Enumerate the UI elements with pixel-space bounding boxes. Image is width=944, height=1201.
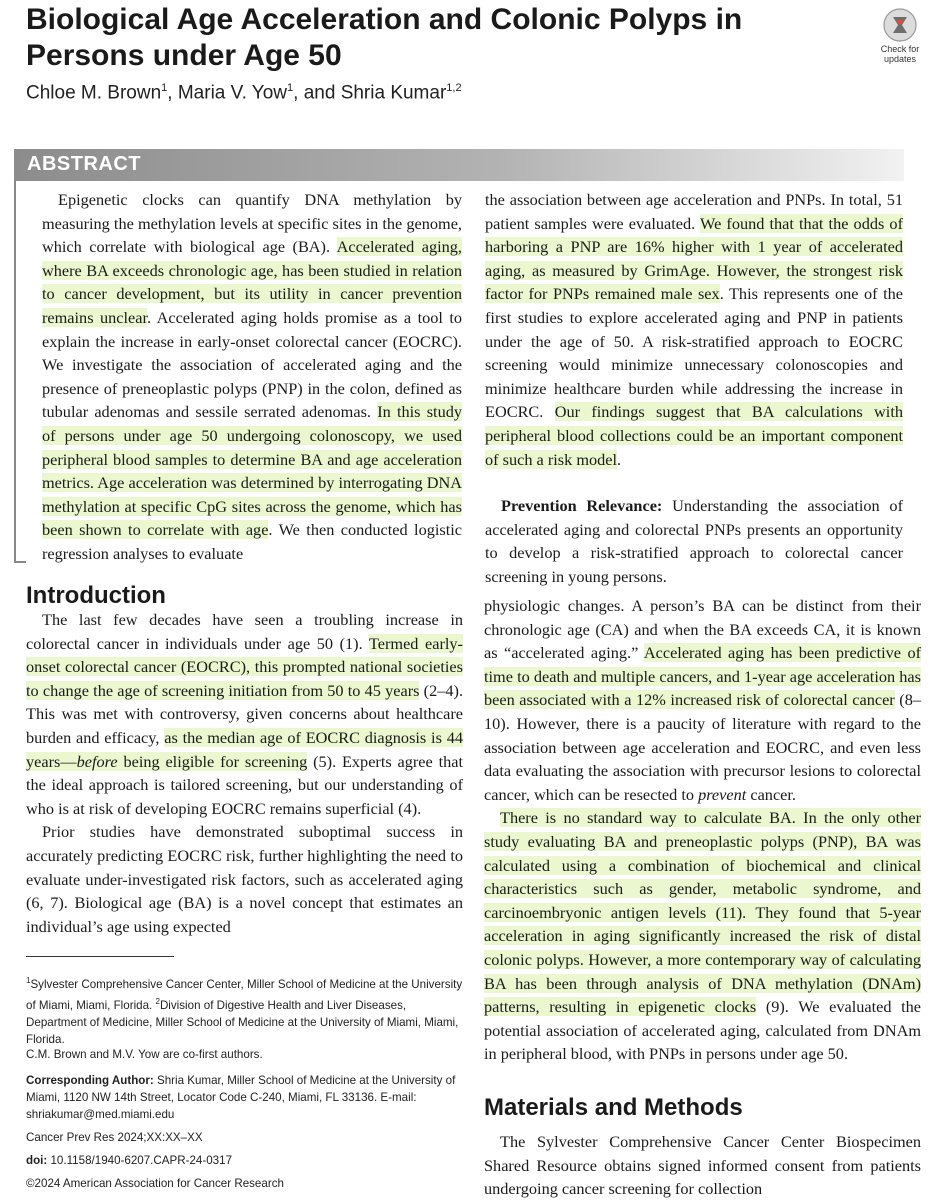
highlighted-text: In this study of persons under age 50 undergoing colonoscopy, we used peripheral blood samples to determine BA and age acceleration metrics. Age acceleration was determined by interrogating DNA methylation at specific CpG sites across the genome, which has been shown to correlate with age [42, 402, 462, 540]
doi-label: doi: [26, 1154, 48, 1167]
prevention-relevance-label: Prevention Relevance: [501, 496, 663, 516]
highlighted-text: Accelerated aging has been predictive of time to death and multiple cancers, and 1-year age acceleration has been associated with a 12% increased risk of colorectal cancer [484, 643, 922, 710]
abstract-text-span: . [617, 449, 622, 469]
author-separator: , and [293, 82, 341, 104]
body-text-span: physiologic changes. A person’s BA can be distinct from their chronologic age (CA) and when the BA exceeds CA, it is known as “accelerated aging.” [484, 596, 921, 663]
highlighted-italic-text: before [76, 751, 118, 771]
italic-text: prevent [698, 784, 747, 804]
materials-methods-heading: Materials and Methods [484, 1094, 743, 1121]
author-affiliation-sup: 1,2 [446, 82, 462, 94]
affiliation-sup: 1 [26, 976, 31, 985]
highlighted-text: Our findings suggest that BA calculations with peripheral blood collections could be an important component of such a risk model [485, 402, 903, 469]
author-affiliation-sup: 1 [287, 82, 294, 94]
article-title: Biological Age Acceleration and Colonic Polyps in Persons under Age 50 [26, 3, 743, 72]
introduction-right-column [484, 594, 921, 1066]
check-for-updates-badge[interactable] [872, 8, 928, 70]
abstract-heading: ABSTRACT [27, 153, 141, 175]
corresponding-author-label: Corresponding Author: [26, 1074, 154, 1087]
prevention-relevance [485, 494, 903, 588]
intro-paragraph-3 [484, 594, 921, 806]
methods-column [484, 1130, 921, 1201]
author-name[interactable]: Chloe M. Brown [26, 82, 162, 104]
highlighted-text: We found that that the odds of harboring a PNP are 16% higher with 1 year of accelerated aging, as measured by GrimAge. However, the strongest risk factor for PNPs remained male sex [485, 213, 903, 304]
author-affiliation-sup: 1 [161, 82, 168, 94]
highlighted-text: Termed early-onset colorectal cancer (EOCRC), this prompted national societies to change the age of screening initiation from 50 to 45 years [26, 633, 463, 700]
affiliation-sup: 2 [155, 996, 160, 1006]
abstract-bracket-divider [14, 181, 26, 563]
doi-link[interactable]: 10.1158/1940-6207.CAPR-24-0317 [47, 1154, 233, 1167]
footnote-divider [26, 956, 174, 957]
author-separator: , [167, 82, 178, 104]
introduction-heading: Introduction [26, 582, 166, 609]
affiliation-text: Sylvester Comprehensive Cancer Center, Miller School of Medicine at the University of Miami, Miami, Florida. [26, 977, 463, 1012]
body-text-span: (5). Experts agree that the ideal approach is tailored screening, but our understanding of who is at risk of developing EOCRC remains superficial (4). [26, 751, 463, 818]
journal-citation: Cancer Prev Res 2024;XX:XX–XX [26, 1131, 203, 1144]
intro-paragraph-1 [26, 608, 463, 820]
copyright-line: ©2024 American Association for Cancer Research [26, 1177, 284, 1190]
author-list [26, 82, 462, 104]
author-name[interactable]: Shria Kumar [340, 82, 447, 104]
co-first-authors-note: C.M. Brown and M.V. Yow are co-first authors. [26, 1048, 263, 1061]
body-text-span: The last few decades have seen a troubling increase in colorectal cancer in individuals under age 50 (1). [26, 610, 463, 653]
methods-paragraph-1: The Sylvester Comprehensive Cancer Center Biospecimen Shared Resource obtains signed informed consent from patients undergoing cancer screening for collection [484, 1132, 921, 1199]
author-name[interactable]: Maria V. Yow [177, 82, 288, 104]
doi-line [26, 1152, 463, 1169]
corresponding-author-text: Shria Kumar, Miller School of Medicine at the University of Miami, 1120 NW 14th Street, Locator Code C-240, Miami, FL 33136. E-mail: shriakumar@med.miami.edu [26, 1074, 456, 1121]
body-text-span: cancer. [746, 784, 796, 804]
check-for-updates-icon [872, 8, 928, 44]
abstract-text-span: . This represents one of the first studies to explore accelerated aging and PNP in patients under the age of 50. A risk-stratified approach to EOCRC screening would minimize unnecessary colonoscopies and minimize healthcare burden while addressing the increase in EOCRC. [485, 284, 903, 422]
introduction-left-column [26, 608, 463, 938]
affiliation-text: Division of Digestive Health and Liver Diseases, Department of Medicine, Miller School of Medicine at the University of Miami, Miami, Florida. [26, 998, 459, 1046]
body-text-span: (8–10). However, there is a paucity of literature with regard to the association between age acceleration and EOCRC, and even less data evaluating the association with precursor lesions to colorectal cancer, which can be resected to [484, 690, 921, 804]
highlighted-text: Accelerated aging, where BA exceeds chronologic age, has been studied in relation to cancer development, but its utility in cancer prevention remains unclear [42, 237, 462, 327]
abstract-text-span: Epigenetic clocks can quantify DNA methylation by measuring the methylation levels at specific sites in the genome, which correlate with biological age (BA). [42, 190, 462, 257]
body-text-span: (9). We evaluated the potential association of accelerated aging, calculated from DNAm in peripheral blood, with PNPs in persons under age 50. [484, 997, 921, 1064]
abstract-header-bar [14, 149, 904, 181]
abstract-text-span: . We then conducted logistic regression analyses to evaluate [42, 520, 462, 563]
badge-line-1: Check for [880, 44, 920, 54]
corresponding-author-note [26, 1072, 463, 1123]
abstract-paragraph [42, 188, 462, 566]
prevention-relevance-text: Understanding the association of accelerated aging and colorectal PNPs presents an opportunity to develop a risk-stratified approach to colorectal cancer screening in young persons. [485, 496, 903, 586]
intro-paragraph-2: Prior studies have demonstrated suboptimal success in accurately predicting EOCRC risk, further highlighting the need to evaluate under-investigated risk factors, such as accelerated aging (6, 7). Biological age (BA) is a novel concept that estimates an individual’s age using expected [26, 822, 463, 936]
highlighted-text: as the median age of EOCRC diagnosis is 44 years— [26, 727, 463, 771]
intro-paragraph-4 [484, 806, 921, 1066]
abstract-text-span: the association between age acceleration and PNPs. In total, 51 patient samples were evaluated. [485, 190, 903, 233]
abstract-right-column [485, 188, 903, 589]
badge-line-2: updates [883, 54, 917, 64]
abstract-paragraph-cont [485, 188, 903, 471]
highlighted-text: There is no standard way to calculate BA. In the only other study evaluating BA and preneoplastic polyps (PNP), BA was calculated using a combination of biochemical and clinical characteristics such as gender, metabolic syndrome, and carcinoembryonic antigen levels (11). They found that 5-year acceleration in aging significantly increased the risk of distal colonic polyps. However, a more contemporary way of calculating BA has been through analysis of DNA methylation (DNAm) patterns, resulting in epigenetic clocks [484, 808, 921, 1017]
abstract-left-column [42, 188, 462, 566]
body-text-span: (2–4). This was met with controversy, given concerns about healthcare burden and efficacy, [26, 680, 464, 747]
abstract-text-span: . Accelerated aging holds promise as a tool to explain the increase in early-onset colorectal cancer (EOCRC). We investigate the association of accelerated aging and the presence of preneoplastic polyps (PNP) in the colon, defined as tubular adenomas and sessile serrated adenomas. [42, 307, 462, 422]
highlighted-text: being eligible for screening [117, 751, 308, 771]
affiliations-footnote [26, 972, 463, 1048]
